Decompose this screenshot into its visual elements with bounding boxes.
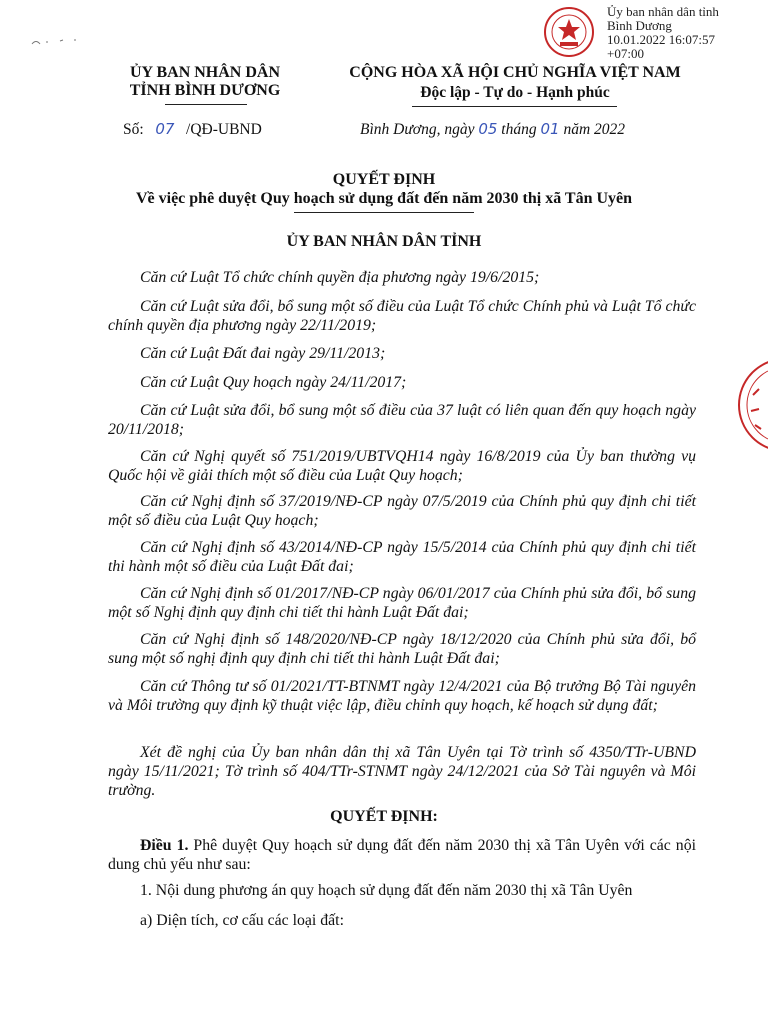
date-month: 01 (540, 120, 560, 138)
preamble-clause: Căn cứ Luật sửa đổi, bổ sung một số điều của 37 luật có liên quan đến quy hoạch ngày 20/11/2018; (108, 402, 696, 438)
signature-line: Ủy ban nhân dân tỉnh (607, 4, 719, 19)
signature-info (607, 5, 767, 61)
document-number (123, 120, 262, 139)
article-1 (108, 836, 696, 874)
preamble-clause: Căn cứ Luật Tổ chức chính quyền địa phương ngày 19/6/2015; (140, 269, 540, 286)
signature-line: +07:00 (607, 46, 644, 61)
motto-underline (412, 106, 617, 107)
signature-line: Bình Dương (607, 18, 672, 33)
signature-line: 10.01.2022 16:07:57 (607, 32, 715, 47)
date-month-label: tháng (501, 121, 537, 138)
item-a: a) Diện tích, cơ cấu các loại đất: (140, 912, 344, 929)
preamble-clause: Căn cứ Nghị quyết số 751/2019/UBTVQH14 ngày 16/8/2019 của Ủy ban thường vụ Quốc hội về giải thích một số điều của Luật Quy hoạch; (108, 448, 696, 484)
preamble-clause: Căn cứ Nghị định số 01/2017/NĐ-CP ngày 06/01/2017 của Chính phủ sửa đổi, bổ sung một số Nghị định quy định chi tiết thi hành Luật Đất đai; (108, 585, 696, 621)
scan-mark (30, 36, 80, 48)
date-day: 05 (478, 120, 498, 138)
preamble-clause: Căn cứ Luật Quy hoạch ngày 24/11/2017; (140, 374, 407, 391)
preamble-clause: Căn cứ Luật sửa đổi, bổ sung một số điều của Luật Tổ chức Chính phủ và Luật Tổ chức chính quyền địa phương ngày 22/11/2019; (108, 298, 696, 334)
article-1-text: Phê duyệt Quy hoạch sử dụng đất đến năm 2030 thị xã Tân Uyên với các nội dung chủ yếu như sau: (108, 837, 696, 873)
document-subject: Về việc phê duyệt Quy hoạch sử dụng đất đến năm 2030 thị xã Tân Uyên (135, 190, 633, 207)
date-prefix: Bình Dương, ngày (360, 121, 475, 138)
item-1: 1. Nội dung phương án quy hoạch sử dụng đất đến năm 2030 thị xã Tân Uyên (140, 882, 633, 899)
agency-name: ỦY BAN NHÂN DÂN (129, 64, 281, 81)
agency-province: TỈNH BÌNH DƯƠNG (129, 82, 281, 99)
document-date (360, 120, 625, 139)
preamble-clause: Căn cứ Luật Đất đai ngày 29/11/2013; (140, 345, 386, 362)
subject-underline (294, 212, 474, 213)
number-prefix: Số: (123, 121, 144, 138)
decision-heading: QUYẾT ĐỊNH: (330, 808, 438, 825)
preamble-clause: Căn cứ Nghị định số 148/2020/NĐ-CP ngày 18/12/2020 của Chính phủ sửa đổi, bổ sung một số nghị định quy định chi tiết thi hành Luật Đất đai; (108, 631, 696, 667)
issuing-body: ỦY BAN NHÂN DÂN TỈNH (286, 233, 482, 250)
number-value: 07 (155, 120, 175, 138)
document-type: QUYẾT ĐỊNH (332, 171, 436, 188)
number-suffix: /QĐ-UBND (186, 121, 262, 138)
date-year: năm 2022 (563, 121, 626, 138)
preamble-clause: Căn cứ Nghị định số 43/2014/NĐ-CP ngày 15/5/2014 của Chính phủ quy định chi tiết thi hành một số điều của Luật Đất đai; (108, 539, 696, 575)
digital-signature-seal-icon (543, 6, 595, 58)
national-motto: Độc lập - Tự do - Hạnh phúc (420, 84, 610, 101)
article-1-label: Điều 1. (140, 837, 189, 854)
nation-title: CỘNG HÒA XÃ HỘI CHỦ NGHĨA VIỆT NAM (349, 64, 681, 81)
preamble-clause: Căn cứ Thông tư số 01/2021/TT-BTNMT ngày 12/4/2021 của Bộ trưởng Bộ Tài nguyên và Môi trường quy định kỹ thuật việc lập, điều chỉnh quy hoạch, kế hoạch sử dụng đất; (108, 678, 696, 714)
red-seal-edge-icon (735, 355, 768, 455)
agency-underline (165, 104, 247, 105)
preamble-clause: Xét đề nghị của Ủy ban nhân dân thị xã Tân Uyên tại Tờ trình số 4350/TTr-UBND ngày 15/11/2021; Tờ trình số 404/TTr-STNMT ngày 24/12/2021 của Sở Tài nguyên và Môi trường. (108, 744, 696, 799)
preamble-clause: Căn cứ Nghị định số 37/2019/NĐ-CP ngày 07/5/2019 của Chính phủ quy định chi tiết một số điều của Luật Quy hoạch; (108, 493, 696, 529)
